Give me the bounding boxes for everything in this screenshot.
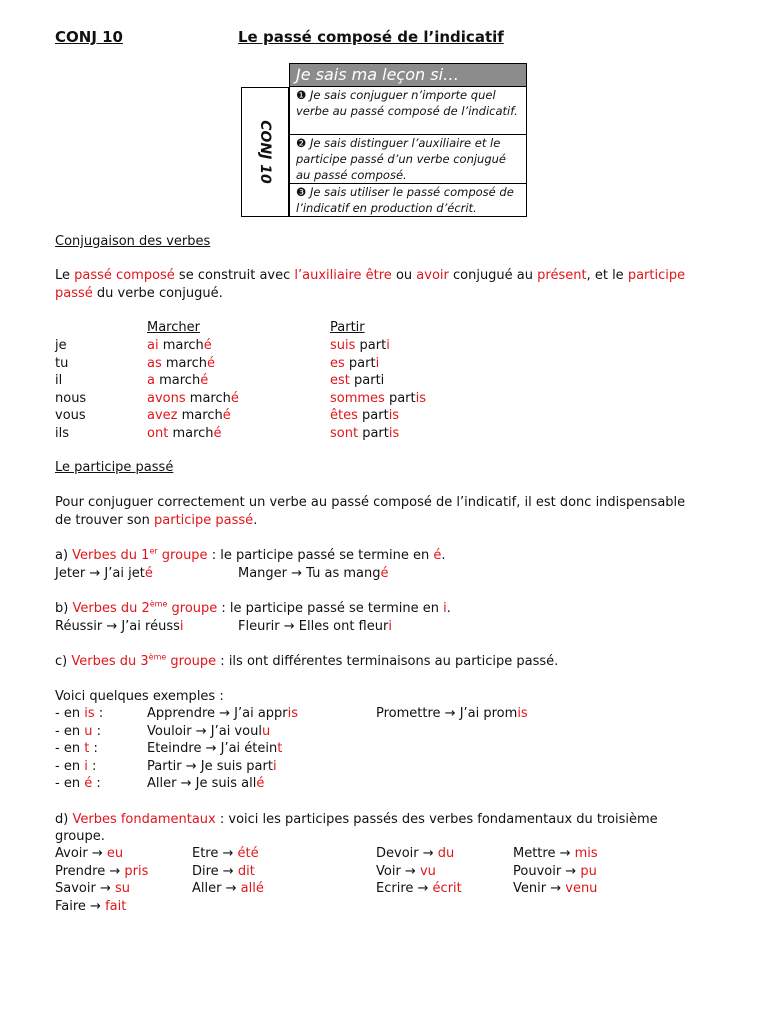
partir-form: sont partis	[330, 426, 400, 441]
example-first-group-1: Jeter → J’ai jeté	[55, 566, 153, 581]
fundamental-verb: Prendre → pris	[55, 864, 149, 879]
ending-label: - en t :	[55, 741, 98, 756]
marcher-form: ai marché	[147, 338, 212, 353]
fundamental-verb: Dire → dit	[192, 864, 255, 879]
rule-first-group: a) Verbes du 1er groupe : le participe passé se termine en é.	[55, 546, 446, 563]
participe-paragraph-line1: Pour conjuguer correctement un verbe au passé composé de l’indicatif, il est donc indispensable	[55, 495, 686, 510]
fundamental-verb: Savoir → su	[55, 881, 130, 896]
ending-label: - en is :	[55, 706, 104, 721]
objective-item: ❶ Je sais conjuguer n’importe quel verbe au passé composé de l’indicatif.	[289, 87, 527, 135]
objective-item: ❸ Je sais utiliser le passé composé de l’indicatif en production d’écrit.	[289, 184, 527, 217]
partir-form: suis parti	[330, 338, 390, 353]
example-verb: Apprendre → J’ai appris	[147, 706, 299, 721]
ending-label: - en é :	[55, 776, 101, 791]
fundamental-verb: Faire → fait	[55, 899, 127, 914]
marcher-form: avons marché	[147, 391, 239, 406]
fundamental-verb: Voir → vu	[376, 864, 436, 879]
example-verb: Eteindre → J’ai éteint	[147, 741, 283, 756]
section-heading-participe: Le participe passé	[55, 460, 174, 475]
pronoun: nous	[55, 391, 87, 406]
partir-form: sommes partis	[330, 391, 427, 406]
example-verb: Partir → Je suis parti	[147, 759, 277, 774]
marcher-form: ont marché	[147, 426, 222, 441]
example-verb: Promettre → J’ai promis	[376, 706, 528, 721]
rule-second-group: b) Verbes du 2ème groupe : le participe passé se termine en i.	[55, 599, 451, 616]
marcher-form: avez marché	[147, 408, 231, 423]
fundamental-verb: Aller → allé	[192, 881, 264, 896]
example-verb: Aller → Je suis allé	[147, 776, 265, 791]
partir-form: est parti	[330, 373, 385, 388]
example-first-group-2: Manger → Tu as mangé	[238, 566, 389, 581]
fundamental-verb: Ecrire → écrit	[376, 881, 462, 896]
example-second-group-1: Réussir → J’ai réussi	[55, 619, 184, 634]
partir-form: es parti	[330, 356, 380, 371]
marcher-form: a marché	[147, 373, 209, 388]
participe-paragraph-line2: de trouver son participe passé.	[55, 513, 258, 528]
marcher-form: as marché	[147, 356, 215, 371]
examples-intro: Voici quelques exemples :	[55, 689, 224, 704]
pronoun: vous	[55, 408, 86, 423]
section-heading-conjugaison: Conjugaison des verbes	[55, 234, 211, 249]
column-header-partir: Partir	[330, 320, 365, 335]
rule-fundamental-verbs-line1: d) Verbes fondamentaux : voici les participes passés des verbes fondamentaux du troisième	[55, 812, 658, 827]
rule-fundamental-verbs-line2: groupe.	[55, 829, 105, 844]
ending-label: - en u :	[55, 724, 101, 739]
page-title: Le passé composé de l’indicatif	[238, 28, 504, 46]
fundamental-verb: Venir → venu	[513, 881, 598, 896]
intro-paragraph-line1: Le passé composé se construit avec l’auxiliaire être ou avoir conjugué au présent, et le participe	[55, 268, 686, 283]
partir-form: êtes partis	[330, 408, 400, 423]
intro-paragraph-line2: passé du verbe conjugué.	[55, 286, 223, 301]
lesson-code: CONJ 10	[55, 28, 123, 46]
pronoun: il	[55, 373, 63, 388]
fundamental-verb: Pouvoir → pu	[513, 864, 597, 879]
ending-label: - en i :	[55, 759, 97, 774]
column-header-marcher: Marcher	[147, 320, 200, 335]
example-second-group-2: Fleurir → Elles ont fleuri	[238, 619, 392, 634]
rule-third-group: c) Verbes du 3ème groupe : ils ont différentes terminaisons au participe passé.	[55, 652, 559, 669]
fundamental-verb: Devoir → du	[376, 846, 455, 861]
objectives-box	[241, 63, 527, 217]
objective-item: ❷ Je sais distinguer l’auxiliaire et le participe passé d’un verbe conjugué au passé composé.	[289, 135, 527, 184]
objectives-side-label: CONJ 10	[241, 87, 289, 217]
fundamental-verb: Avoir → eu	[55, 846, 124, 861]
objectives-heading: Je sais ma leçon si…	[289, 63, 527, 87]
fundamental-verb: Etre → été	[192, 846, 259, 861]
pronoun: ils	[55, 426, 69, 441]
example-verb: Vouloir → J’ai voulu	[147, 724, 271, 739]
pronoun: tu	[55, 356, 69, 371]
pronoun: je	[55, 338, 67, 353]
fundamental-verb: Mettre → mis	[513, 846, 598, 861]
